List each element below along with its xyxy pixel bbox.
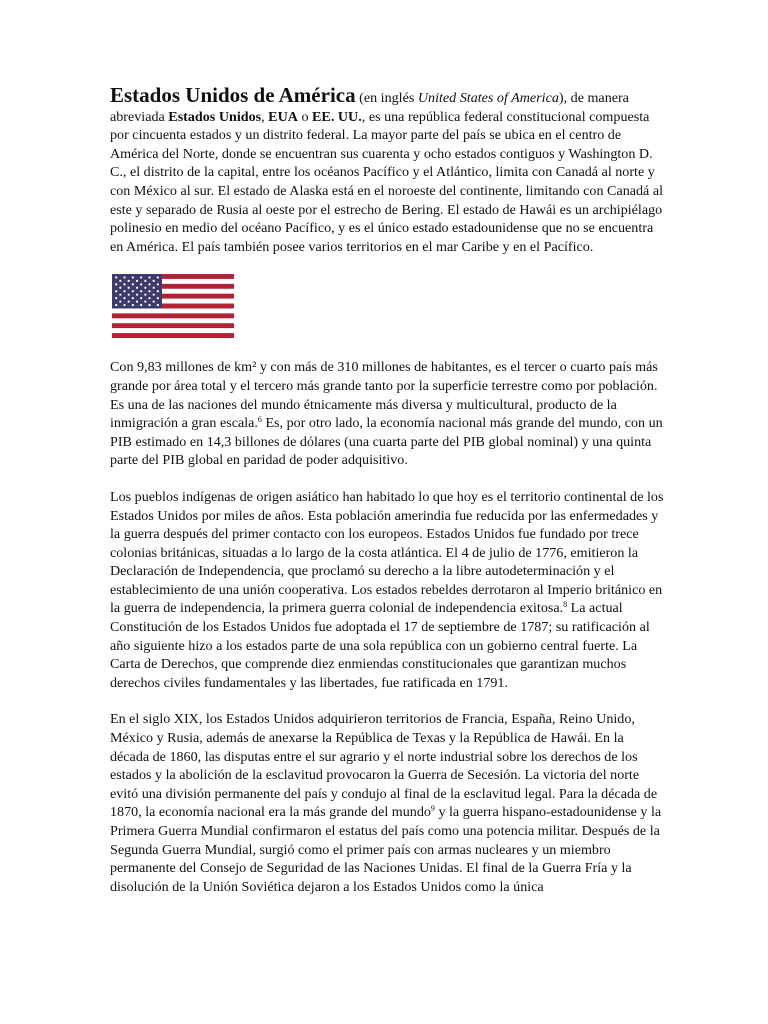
article-title: Estados Unidos de América [110, 83, 356, 107]
us-flag-icon [112, 274, 234, 338]
footnote-ref[interactable]: 6 [257, 415, 262, 425]
text-run: , [261, 108, 269, 125]
text-run: Los pueblos indígenas de origen asiático han habitado lo que hoy es el territorio continental de los Estados Unidos por miles de años. Esta población amerindia fue reducida por las enfermedades y la guerra después del primer contacto con los europeos. Estados Unidos fue fundado por trece colonias británicas, situadas a lo largo de la costa atlántica. El 4 de julio de 1776, emitieron la Declaración de Independencia, que proclamó su derecho a la libre autodeterminación y el establecimiento de una unión cooperativa. Los estados rebeldes derrotaron al Imperio británico en la guerra de independencia, la primera guerra colonial de independencia exitosa. [110, 488, 664, 617]
text-run: En el siglo XIX, los Estados Unidos adquirieron territorios de Francia, España, Reino Unido, México y Rusia, además de anexarse la República de Texas y la República de Hawái. En la década de 1860, las disputas entre el sur agrario y el norte industrial sobre los derechos de los estados y la abolición de la esclavitud provocaron la Guerra de Secesión. La victoria del norte evitó una división permanente del país y condujo al final de la esclavitud legal. Para la década de 1870, la economía nacional era la más grande del mundo [110, 711, 658, 821]
text-run: o [297, 108, 313, 125]
bold-term: EE. UU. [312, 108, 362, 125]
intro-paragraph [110, 83, 664, 256]
bold-term: EUA [268, 108, 298, 125]
text-run: La actual Constitución de los Estados Unidos fue adoptada el 17 de septiembre de 1787; su ratificación al año siguiente hizo a los estados parte de una sola república con un gobierno central fuerte. La Carta de Derechos, que comprende diez enmiendas constitucionales que garantizan muchos derechos civiles fundamentales y las libertades, fue ratificada en 1791. [110, 600, 650, 691]
text-run: y la guerra hispano-estadounidense y la Primera Guerra Mundial confirmaron el estatus del país como una potencia militar. Después de la Segunda Guerra Mundial, surgió como el primer país con armas nucleares y un miembro permanente del Consejo de Seguridad de las Naciones Unidas. El final de la Guerra Fría y la disolución de la Unión Soviética dejaron a los Estados Unidos como la única [110, 804, 662, 895]
footnote-ref[interactable]: 8 [563, 600, 568, 610]
paragraph-3 [110, 488, 664, 693]
text-run: (en inglés [355, 90, 418, 106]
paragraph-4 [110, 710, 664, 896]
text-run: , es una república federal constitucional compuesta por cincuenta estados y un distrito federal. La mayor parte del país se ubica en el centro de América del Norte, donde se encuentran sus cuarenta y ocho estados contiguos y Washington D. C., el distrito de la capital, entre los océanos Pacífico y el Atlántico, limita con Canadá al norte y con México al sur. El estado de Alaska está en el noroeste del continente, limitando con Canadá al este y separado de Rusia al oeste por el estrecho de Bering. El estado de Hawái es un archipiélago polinesio en medio del océano Pacífico, y es el único estado estadounidense que no se encuentra en América. El país también posee varios territorios en el mar Caribe y en el Pacífico. [110, 108, 664, 255]
bold-term: Estados Unidos [168, 108, 262, 125]
footnote-ref[interactable]: 9 [430, 804, 435, 814]
text-run: Es, por otro lado, la economía nacional más grande del mundo, con un PIB estimado en 14,3 billones de dólares (una cuarta parte del PIB global nominal) y una quinta parte del PIB global en paridad de poder adquisitivo. [110, 415, 663, 469]
flag-figure [112, 274, 664, 338]
text-run: ), de manera abreviada [110, 90, 629, 125]
paragraph-2 [110, 358, 664, 470]
english-name: United States of America [417, 90, 559, 106]
text-run: Con 9,83 millones de km² y con más de 310 millones de habitantes, es el tercer o cuarto país más grande por área total y el tercero más grande tanto por la superficie terrestre como por población. Es una de las naciones del mundo étnicamente más diversa y multicultural, producto de la inmigración a gran escala. [110, 359, 658, 432]
